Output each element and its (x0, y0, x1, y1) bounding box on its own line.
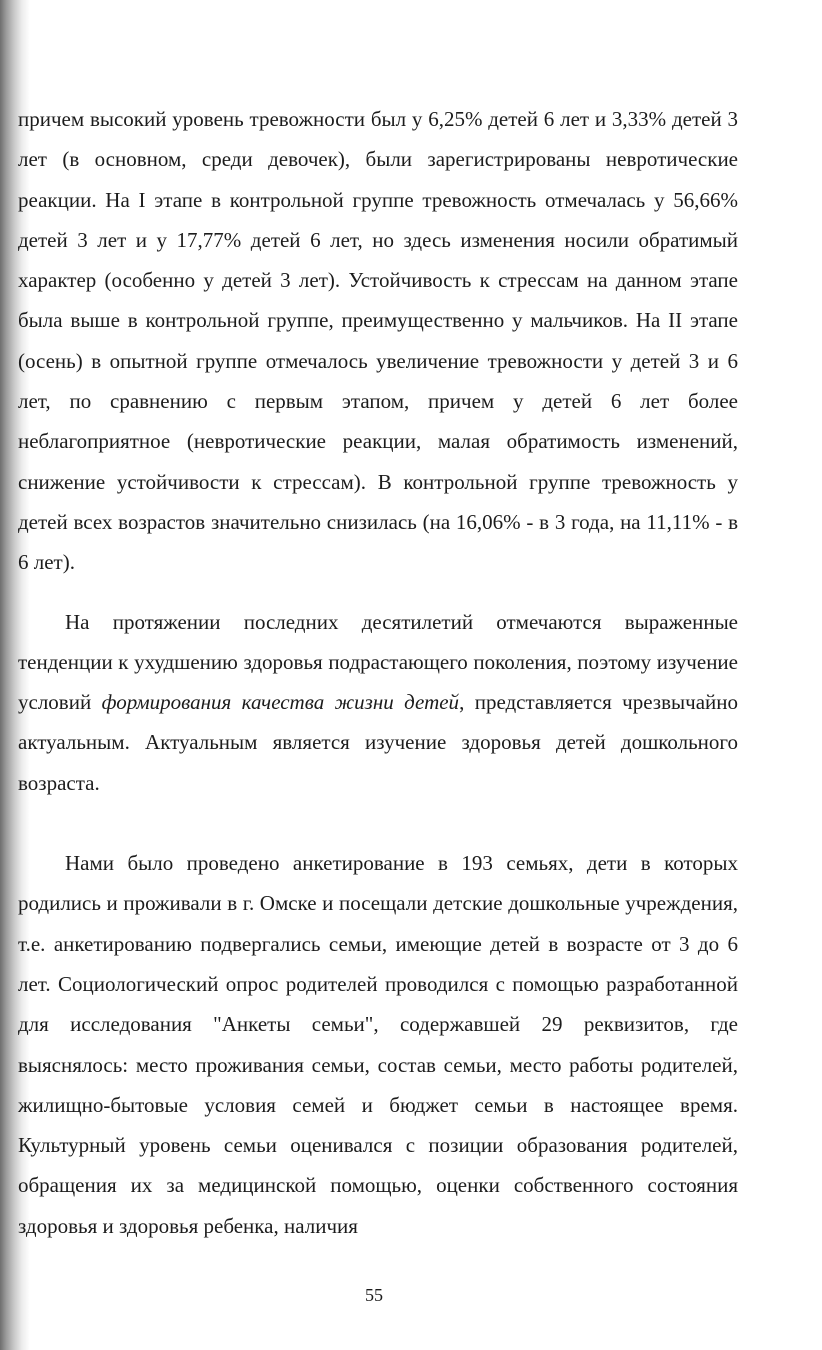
paragraph-3 (18, 843, 738, 1246)
text-segment: Нами было проведено анкетирование в 193 семьях, дети в которых родились и проживали в г. Омске и посещали детские дошкольные учреждения, т.е. анкетированию подвергались семьи, имеющие детей в возрасте от 3 до 6 лет. Социологический опрос родителей проводился с помощью разработанной для исследования "Анкеты семьи", содержавшей 29 реквизитов, где выяснялось: место проживания семьи, состав семьи, место работы родителей, жилищно-бытовые условия семей и бюджет семьи в настоящее время. Культурный уровень семьи оценивался с позиции образования родителей, обращения их за медицинской помощью, оценки собственного состояния здоровья и здоровья ребенка, наличия (18, 851, 738, 1238)
paragraph-gap (18, 803, 738, 843)
paragraph-gap (18, 583, 738, 602)
page-number: 55 (365, 1285, 383, 1305)
text-segment: , представляется чрезвычайно актуальным. Актуальным является изучение здоровья детей дошкольного возраста. (18, 690, 738, 795)
paragraph-1 (18, 99, 738, 583)
document-body (18, 99, 738, 1246)
text-segment: На протяжении последних десятилетий отмечаются выраженные тенденции к ухудшению здоровья подрастающего поколения, поэтому изучение условий (18, 609, 738, 715)
paragraph-2 (18, 602, 738, 803)
text-segment: причем высокий уровень тревожности был у 6,25% детей 6 лет и 3,33% детей 3 лет (в основном, среди девочек), были зарегистрированы невротические реакции. На I этапе в контрольной группе тревожность отмечалась у 56,66% детей 3 лет и у 17,77% детей 6 лет, но здесь изменения носили обратимый характер (особенно у детей 3 лет). Устойчивость к стрессам на данном этапе была выше в контрольной группе, преимущественно у мальчиков. На II этапе (осень) в опытной группе отмечалось увеличение тревожности у детей 3 и 6 лет, по сравнению с первым этапом, причем у детей 6 лет более неблагоприятное (невротические реакции, малая обратимость изменений, снижение устойчивости к стрессам). В контрольной группе тревожность у детей всех возрастов значительно снизилась (на 16,06% - в 3 года, на 11,11% - в 6 лет). (18, 107, 738, 575)
emphasized-phrase: формирования качества жизни детей (101, 690, 460, 715)
